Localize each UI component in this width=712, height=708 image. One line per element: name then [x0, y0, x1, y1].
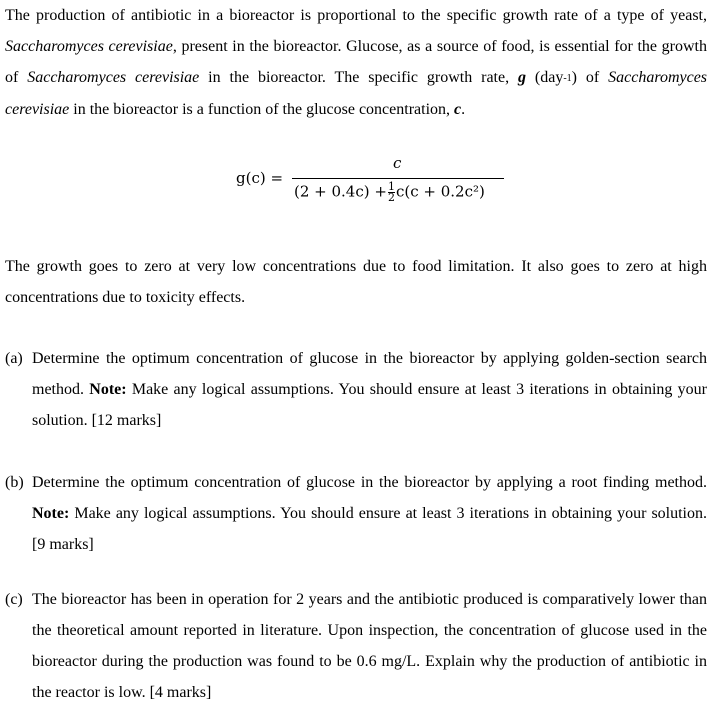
half-denominator: 2: [387, 191, 395, 204]
intro-text-1: The production of antibiotic in a bioreactor is proportional to the specific growth rate of a type of yeast,: [5, 7, 707, 24]
question-text: Make any logical assumptions. You should ensure at least 3 iterations in obtaining your solution. [12 marks]: [32, 381, 707, 429]
growth-rate-symbol: g: [518, 69, 526, 86]
question-marker: (c): [5, 591, 23, 608]
question-b: [5, 467, 707, 560]
question-marker: (b): [5, 474, 24, 491]
equation-lhs: g(c) =: [236, 169, 284, 187]
question-text: Determine the optimum concentration of glucose in the bioreactor by applying a root finding method.: [32, 474, 707, 491]
question-marker: (a): [5, 350, 23, 367]
unit-text: (day: [526, 69, 564, 86]
half-fraction: [388, 182, 395, 203]
growth-rate-equation: [230, 152, 510, 214]
fraction-bar: [292, 178, 504, 179]
unit-text-post: ) of: [571, 69, 609, 86]
unit-exponent: -1: [563, 73, 572, 84]
intro-text-4: in the bioreactor is a function of the glucose concentration,: [69, 101, 455, 118]
intro-text-2: , present in the bioreactor. Glucose, as a source of food, is essential for the growth of: [5, 38, 707, 86]
note-label: Note:: [89, 381, 127, 398]
denominator-part-a: (2 + 0.4c) +: [294, 182, 387, 201]
denominator-part-b: c(c + 0.2c²): [395, 182, 485, 201]
intro-text-3: in the bioreactor. The specific growth rate,: [199, 69, 518, 86]
half-numerator: 1: [387, 180, 395, 193]
question-text: The bioreactor has been in operation for 2 years and the antibiotic produced is comparatively lower than the theoretical amount reported in literature. Upon inspection, the concentration of glucose used in the bioreactor during the production was found to be 0.6 mg/L. Explain why the production of antibiotic in the reactor is low. [4 marks]: [32, 591, 707, 701]
species-name: Saccharomyces cerevisiae: [5, 69, 708, 118]
concentration-symbol: c: [454, 101, 462, 118]
question-c: [5, 584, 707, 708]
intro-paragraph: [5, 0, 707, 125]
equation-numerator: c: [393, 154, 402, 172]
species-name: Saccharomyces cerevisiae: [27, 69, 200, 86]
equation-denominator: [294, 182, 485, 203]
question-a: [5, 343, 707, 436]
growth-description: The growth goes to zero at very low concentrations due to food limitation. It also goes to zero at high concentrations due to toxicity effects.: [5, 258, 707, 306]
intro-text-5: .: [461, 101, 466, 118]
question-text: Determine the optimum concentration of glucose in the bioreactor by applying golden-section search method.: [32, 350, 707, 398]
question-text: Make any logical assumptions. You should ensure at least 3 iterations in obtaining your solution. [9 marks]: [32, 505, 707, 553]
species-name: Saccharomyces cerevisiae: [5, 38, 173, 55]
note-label: Note:: [32, 505, 70, 522]
